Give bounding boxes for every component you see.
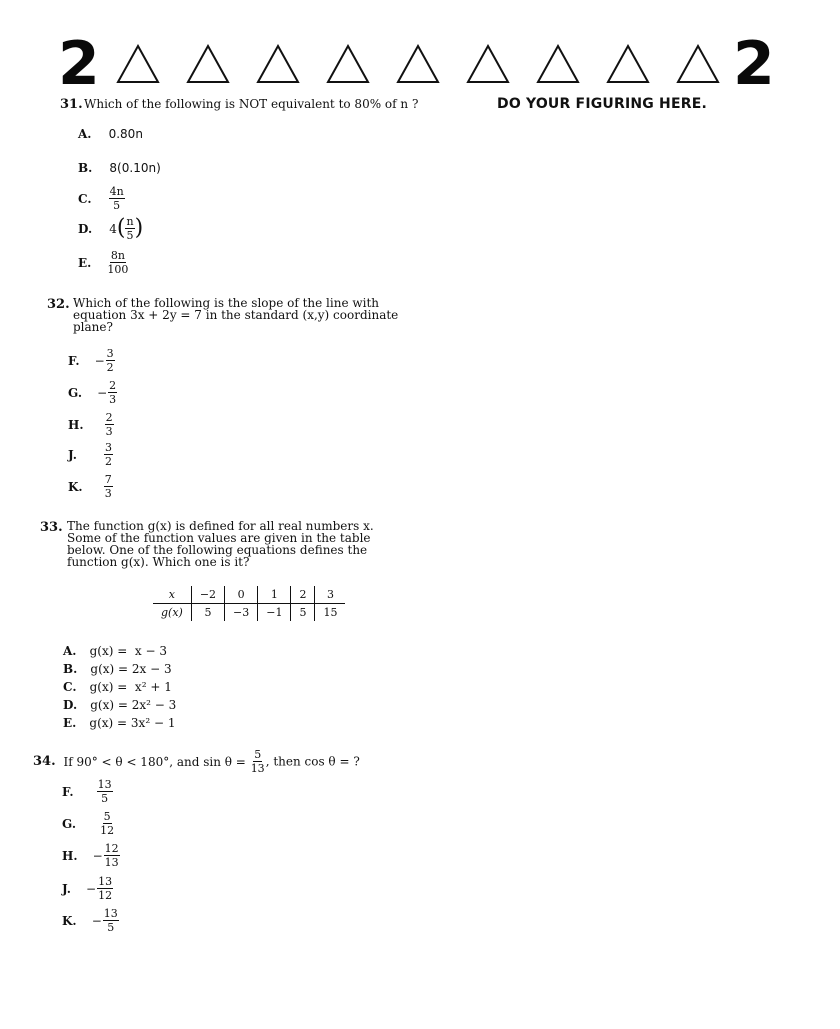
q31-option-c[interactable] (78, 186, 125, 211)
option-letter: B. (63, 662, 78, 676)
table-cell: 0 (225, 586, 258, 604)
option-text: g(x) = x − 3 (89, 644, 167, 658)
option-letter: B. (78, 161, 93, 175)
q32-option-h[interactable] (68, 412, 114, 437)
option-letter: J. (68, 448, 77, 462)
section-number-right: 2 (733, 29, 775, 99)
option-text: g(x) = 2x² − 3 (90, 698, 177, 712)
option-letter: H. (62, 849, 78, 863)
triangle-icon (256, 44, 300, 84)
fraction (250, 749, 266, 774)
triangle-icon (186, 44, 230, 84)
section-number-left: 2 (58, 29, 100, 99)
numerator: 13 (98, 875, 113, 888)
denominator: 2 (106, 361, 114, 374)
table-cell: −1 (258, 604, 291, 622)
q32-option-k[interactable] (68, 474, 113, 499)
table-header-x: x (153, 586, 191, 604)
option-letter: C. (78, 192, 92, 206)
option-letter: F. (68, 354, 80, 368)
q31-option-a[interactable] (78, 123, 143, 142)
triangle-icon (396, 44, 440, 84)
table-header-gx: g(x) (153, 604, 191, 622)
fraction (104, 843, 120, 868)
figuring-label: DO YOUR FIGURING HERE. (497, 96, 708, 112)
q31-option-d[interactable] (78, 216, 143, 241)
numerator: 12 (104, 842, 119, 855)
denominator: 5 (126, 229, 134, 242)
fraction (104, 442, 113, 467)
fraction (108, 380, 117, 405)
q32-option-g[interactable] (68, 380, 117, 405)
option-letter: F. (62, 785, 74, 799)
numerator: 5 (103, 810, 111, 823)
q34-option-j[interactable] (62, 876, 113, 901)
denominator: 5 (107, 921, 115, 934)
option-text: g(x) = x² + 1 (89, 680, 172, 694)
table-cell: −3 (225, 604, 258, 622)
option-letter: K. (62, 914, 77, 928)
stem-line: equation 3x + 2y = 7 in the standard (x,y) coordinate (73, 308, 399, 322)
minus-sign: − (92, 848, 103, 863)
q31-option-b[interactable] (78, 157, 161, 176)
fraction (99, 811, 115, 836)
denominator: 100 (107, 263, 129, 276)
q33-values-table (153, 586, 345, 621)
option-letter: J. (62, 882, 71, 896)
option-letter: A. (78, 127, 92, 141)
table-cell: 15 (323, 606, 338, 619)
q31-number: 31. (60, 97, 83, 112)
numerator: 2 (109, 379, 117, 392)
q32-stem (73, 297, 398, 333)
coefficient: 4 (109, 221, 117, 236)
denominator: 3 (105, 425, 113, 438)
fraction (109, 186, 125, 211)
option-letter: E. (78, 256, 92, 270)
denominator: 3 (109, 393, 117, 406)
q34-number: 34. (33, 754, 56, 769)
q34-option-f[interactable] (62, 779, 113, 804)
option-letter: G. (62, 817, 76, 831)
minus-sign: − (91, 913, 102, 928)
option-text: 0.80n (108, 127, 143, 141)
denominator: 5 (113, 199, 121, 212)
table-cell: 1 (258, 586, 291, 604)
q32-number: 32. (47, 297, 70, 312)
numerator: 3 (106, 347, 114, 360)
fraction (103, 908, 119, 933)
denominator: 3 (104, 487, 112, 500)
option-text: 8(0.10n) (109, 161, 161, 175)
minus-sign: − (94, 353, 105, 368)
triangle-icon (326, 44, 370, 84)
numerator: 13 (97, 778, 112, 791)
stem-line: The function g(x) is defined for all real numbers x. (67, 519, 374, 533)
left-paren: ( (116, 215, 126, 241)
option-letter: D. (78, 222, 93, 236)
stem-line: Which of the following is the slope of the line with (73, 296, 380, 310)
q34-option-h[interactable] (62, 843, 120, 868)
stem-text: , then cos θ = ? (265, 754, 360, 769)
option-letter: K. (68, 480, 83, 494)
minus-sign: − (97, 385, 108, 400)
q33-option-d[interactable] (63, 694, 176, 713)
denominator: 12 (98, 889, 113, 902)
numerator: 5 (254, 748, 262, 761)
numerator: 13 (103, 907, 118, 920)
stem-line: function g(x). Which one is it? (67, 555, 250, 569)
option-letter: D. (63, 698, 78, 712)
stem-line: plane? (73, 320, 113, 334)
denominator: 5 (101, 792, 109, 805)
denominator: 2 (105, 455, 113, 468)
triangle-icon (536, 44, 580, 84)
fraction (105, 412, 114, 437)
right-paren: ) (134, 215, 144, 241)
option-text: g(x) = 2x − 3 (90, 662, 172, 676)
q34-stem (33, 749, 360, 774)
stem-line: Some of the function values are given in the table (67, 531, 371, 545)
option-letter: A. (63, 644, 77, 658)
numerator: 3 (105, 441, 113, 454)
q32-option-j[interactable] (68, 442, 113, 467)
q34-option-g[interactable] (62, 811, 115, 836)
triangle-icon (116, 44, 160, 84)
stem-text: If 90° < θ < 180°, and sin θ = (63, 754, 246, 769)
q32-option-f[interactable] (68, 348, 115, 373)
fraction (106, 348, 115, 373)
table-cell: 5 (191, 604, 224, 622)
fraction (104, 474, 113, 499)
fraction (106, 250, 129, 275)
table-cell: 3 (315, 586, 346, 604)
option-text: g(x) = 3x² − 1 (89, 716, 176, 730)
q31-option-e[interactable] (78, 250, 129, 275)
denominator: 12 (100, 824, 115, 837)
denominator: 13 (250, 762, 265, 775)
numerator: 8n (110, 249, 125, 262)
fraction (97, 876, 113, 901)
numerator: 4n (109, 185, 124, 198)
q33-stem (67, 520, 374, 568)
triangle-icon (676, 44, 720, 84)
numerator: 7 (104, 473, 112, 486)
option-letter: C. (63, 680, 77, 694)
option-letter: E. (63, 716, 77, 730)
denominator: 13 (104, 856, 119, 869)
q33-option-c[interactable] (63, 676, 172, 695)
q31-stem: Which of the following is NOT equivalent to 80% of n ? (84, 97, 419, 111)
table-cell: 5 (291, 604, 315, 622)
numerator: n (126, 215, 134, 228)
q34-option-k[interactable] (62, 908, 119, 933)
q33-option-e[interactable] (63, 712, 175, 731)
option-letter: G. (68, 386, 82, 400)
table-cell: 2 (291, 586, 315, 604)
triangle-icon (466, 44, 510, 84)
stem-line: below. One of the following equations defines the (67, 543, 368, 557)
option-letter: H. (68, 418, 84, 432)
table-cell: −2 (191, 586, 224, 604)
fraction (97, 779, 113, 804)
q33-number: 33. (40, 520, 63, 535)
triangle-icon (606, 44, 650, 84)
minus-sign: − (86, 881, 97, 896)
q33-option-a[interactable] (63, 640, 167, 659)
numerator: 2 (105, 411, 113, 424)
fraction (125, 216, 134, 241)
q33-option-b[interactable] (63, 658, 172, 677)
